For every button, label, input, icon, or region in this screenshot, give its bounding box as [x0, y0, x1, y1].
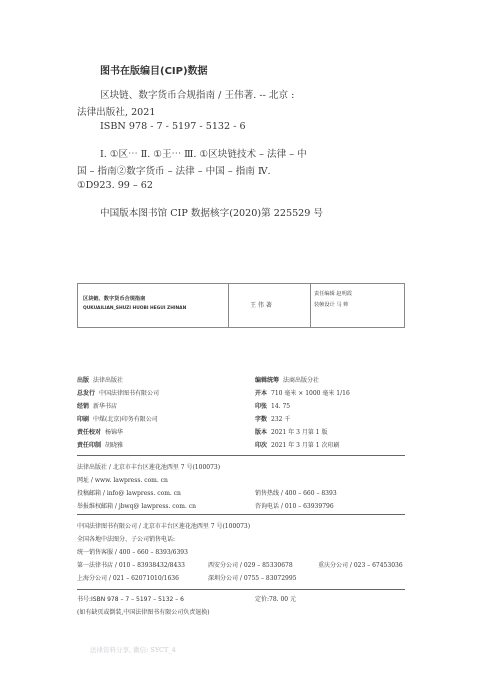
card-author: 王 伟 著: [250, 302, 272, 309]
cip-line-7: 中国版本图书馆 CIP 数据核字(2020)第 225529 号: [100, 208, 324, 219]
card-designer: 装帧设计 马 帅: [314, 302, 349, 308]
isbn-line: 书号:ISBN 978 – 7 – 5197 – 5132 – 6: [77, 596, 184, 603]
return-notice: (如有缺页或倒装,中国法律图书有限公司负责退换): [77, 609, 210, 616]
distribution-intro: 全国各地中法图分、子公司销售电话:: [77, 536, 176, 543]
divider: [77, 589, 405, 590]
divider: [77, 514, 405, 515]
cip-line-6: ①D923. 99 – 62: [77, 180, 154, 191]
unified-sales: 统一销售客服 / 400 – 660 – 8393/6393: [77, 549, 188, 556]
cip-heading: 图书在版编目(CIP)数据: [100, 66, 208, 77]
publisher-address: 法律出版社 / 北京市丰台区莲花池西里 7 号(100073): [77, 464, 221, 471]
pubinfo-left-6: 责任印制 胡晓雅: [77, 442, 124, 449]
pubinfo-right-6: 印次 2021 年 3 月第 1 次印刷: [255, 442, 340, 449]
pubinfo-left-2: 总发行 中国法律图书有限公司: [77, 390, 160, 397]
pubinfo-right-5: 版本 2021 年 3 月第 1 版: [255, 429, 328, 436]
pubinfo-right-2: 开本 710 毫米 × 1000 毫米 1/16: [255, 390, 350, 397]
publisher-website: 网址 / www. lawpress. com. cn: [77, 477, 168, 484]
book-info-card: [77, 283, 405, 328]
pubinfo-left-5: 责任校对 杨锦华: [77, 429, 124, 436]
card-editor: 责任编辑 赵明霞: [314, 291, 352, 297]
cip-line-3: ISBN 978 - 7 - 5197 - 5132 - 6: [100, 121, 246, 132]
branch-store: 西安分公司 / 029 – 85330678: [208, 562, 293, 569]
pubinfo-right-4: 字数 232 千: [255, 416, 291, 423]
card-title-pinyin: QUKUAILIAN_SHUZI HUOBI HEGUI ZHINAN: [83, 306, 187, 311]
report-email: 举报维权邮箱 / jbwq@ lawpress. com. cn: [77, 503, 196, 510]
pubinfo-right-1: 编辑统筹 法商出版分社: [255, 377, 320, 384]
branch-store: 上海分公司 / 021 – 62071010/1636: [77, 575, 179, 582]
pubinfo-left-1: 出版 法律出版社: [77, 377, 124, 384]
cip-line-1: 区块链、数字货币合规指南 / 王伟著. -- 北京 :: [100, 90, 295, 101]
watermark: 法律资料分享, 微信: SYCT_4: [90, 646, 176, 654]
cip-line-2: 法律出版社, 2021: [77, 107, 156, 118]
pubinfo-left-3: 经销 新华书店: [77, 403, 118, 410]
cip-line-4: Ⅰ. ①区⋯ Ⅱ. ①王⋯ Ⅲ. ①区块链技术 – 法律 – 中: [100, 149, 307, 160]
pubinfo-right-3: 印张 14. 75: [255, 403, 291, 410]
card-title-cn: 区块链、数字货币合规指南: [83, 296, 146, 302]
cip-line-5: 国 – 指南②数字货币 – 法律 – 中国 – 指南 Ⅳ.: [77, 166, 271, 177]
branch-store: 第一法律书店 / 010 – 83938432/8433: [77, 562, 185, 569]
distributor-company: 中国法律图书有限公司 / 北京市丰台区莲花池西里 7 号(100073): [77, 523, 251, 530]
sales-hotline: 销售热线 / 400 – 660 – 8393: [255, 490, 337, 497]
divider: [77, 455, 405, 456]
branch-store: 深圳分公司 / 0755 – 83072995: [208, 575, 297, 582]
submission-email: 投稿邮箱 / info@ lawpress. com. cn: [77, 490, 181, 497]
consult-phone: 咨询电话 / 010 – 63939796: [255, 503, 334, 510]
price-line: 定价:78. 00 元: [255, 596, 297, 603]
pubinfo-left-4: 印刷 中煤(北京)印务有限公司: [77, 416, 158, 423]
branch-store: 重庆分公司 / 023 – 67453036: [318, 562, 403, 569]
